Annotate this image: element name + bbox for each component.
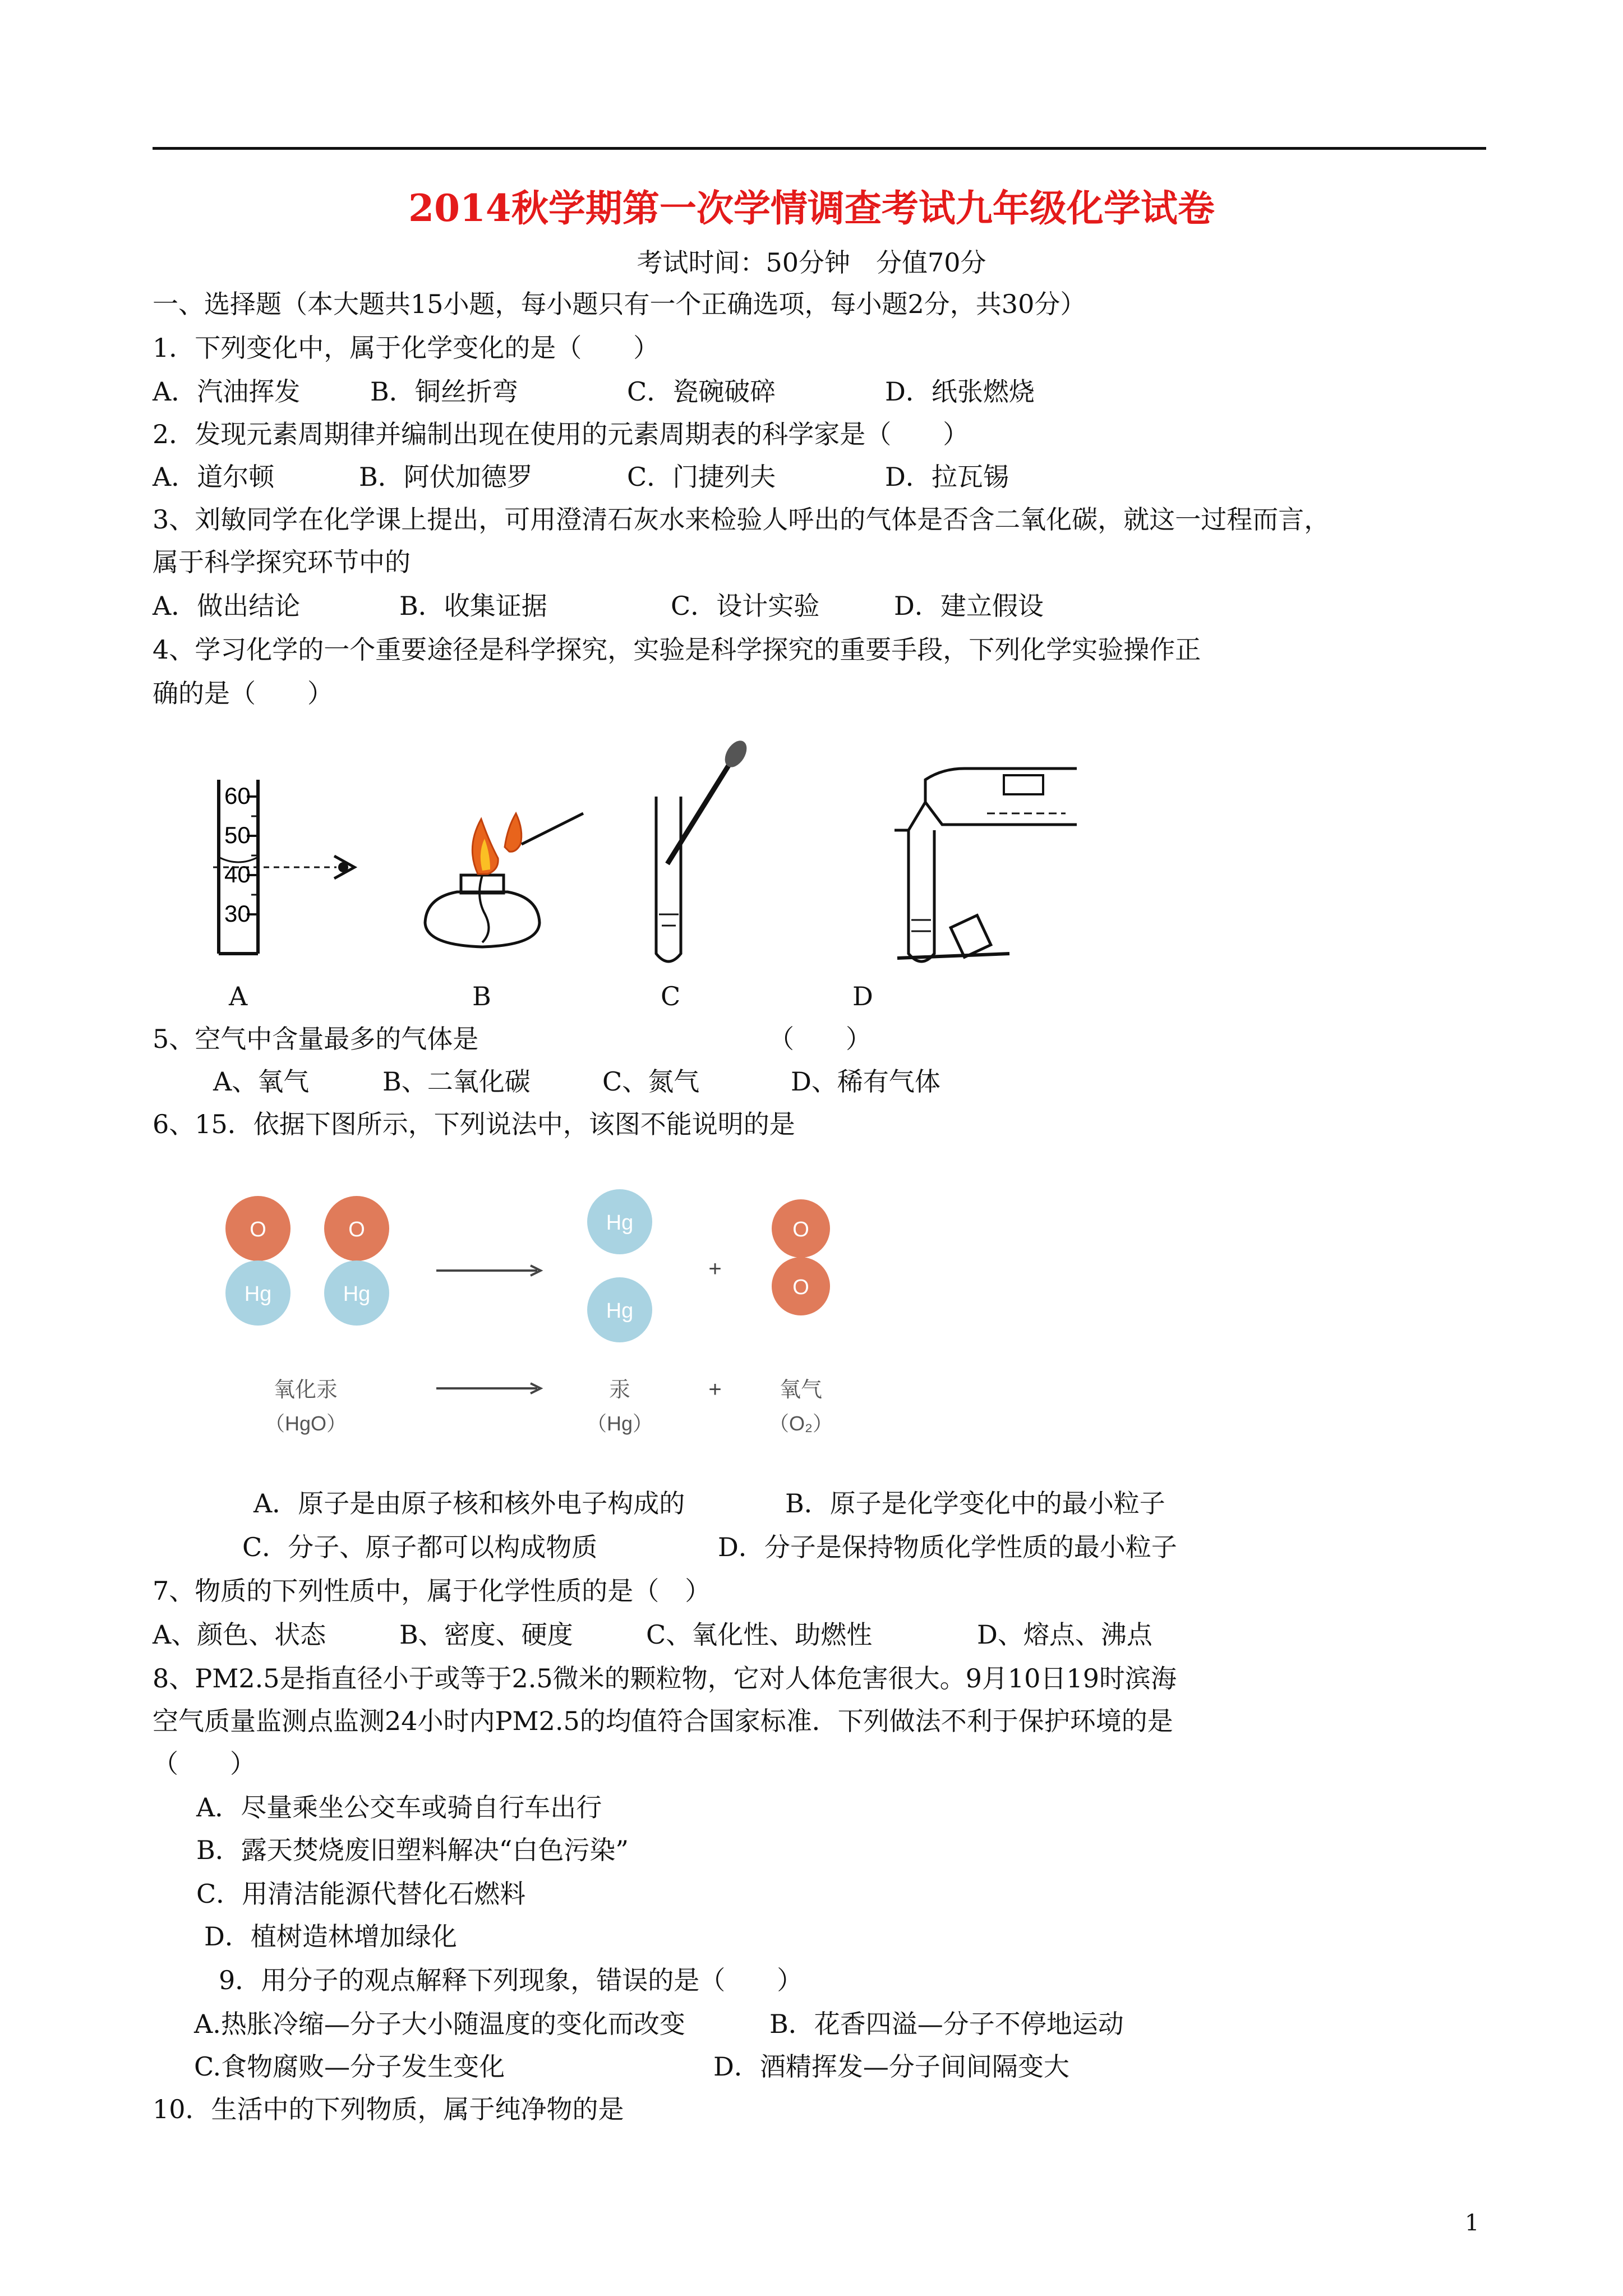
q6-option-d: D．分子是保持物质化学性质的最小粒子 <box>718 1532 1177 1562</box>
fig-label-b: B <box>472 981 491 1011</box>
question-8-line-3: （ ） <box>153 1749 256 1779</box>
product1-name: 汞 <box>608 1378 631 1402</box>
q5-option-d: D、稀有气体 <box>791 1066 940 1097</box>
cylinder-tick-40: 40 <box>224 861 251 887</box>
q7-option-d: D、熔点、沸点 <box>977 1619 1152 1650</box>
question-4-line-1: 4、学习化学的一个重要途径是科学探究，实验是科学探究的重要手段，下列化学实验操作正 <box>153 634 1201 665</box>
header-rule <box>153 147 1486 150</box>
svg-text:Hg: Hg <box>606 1211 634 1235</box>
q7-option-a: A、颜色、状态 <box>153 1619 326 1650</box>
q3-option-d: D．建立假设 <box>894 591 1044 621</box>
reaction-arrow-icon <box>436 1266 541 1393</box>
q2-option-b: B．阿伏加德罗 <box>359 462 533 492</box>
q6-option-c: C．分子、原子都可以构成物质 <box>242 1532 598 1562</box>
svg-text:O: O <box>792 1218 809 1241</box>
svg-text:O: O <box>792 1276 809 1299</box>
q9-option-b: B．花香四溢—分子不停地运动 <box>769 2009 1124 2039</box>
q1-option-a: A．汽油挥发 <box>153 376 301 407</box>
q2-option-c: C．门捷列夫 <box>627 462 776 492</box>
q8-option-a: A．尽量乘坐公交车或骑自行车出行 <box>196 1792 602 1823</box>
page-title: 2014秋学期第一次学情调查考试九年级化学试卷 <box>408 186 1215 230</box>
pouring-liquid-icon <box>895 769 1077 961</box>
svg-text:Hg: Hg <box>244 1282 272 1306</box>
question-5: 5、空气中含量最多的气体是 <box>153 1024 479 1054</box>
svg-text:Hg: Hg <box>343 1282 371 1306</box>
q1-option-c: C．瓷碗破碎 <box>627 376 776 407</box>
plus-sign: + <box>708 1257 722 1281</box>
question-7: 7、物质的下列性质中，属于化学性质的是（ ） <box>153 1576 711 1606</box>
question-3-line-1: 3、刘敏同学在化学课上提出，可用澄清石灰水来检验人呼出的气体是否含二氧化碳，就这一过程而言， <box>153 504 1330 535</box>
svg-text:Hg: Hg <box>606 1299 634 1323</box>
question-10: 10．生活中的下列物质，属于纯净物的是 <box>153 2094 624 2124</box>
cylinder-tick-50: 50 <box>224 822 251 848</box>
cylinder-tick-30: 30 <box>224 900 251 927</box>
q1-option-d: D．纸张燃烧 <box>885 376 1035 407</box>
exam-info: 考试时间：50分钟 分值70分 <box>637 247 986 278</box>
q7-option-c: C、氧化性、助燃性 <box>646 1619 873 1650</box>
q3-option-b: B．收集证据 <box>399 591 547 621</box>
svg-text:O: O <box>348 1218 365 1241</box>
cylinder-tick-60: 60 <box>224 783 251 809</box>
product1-formula: （Hg） <box>586 1412 653 1435</box>
reactant-name: 氧化汞 <box>273 1378 338 1402</box>
q6-option-b: B．原子是化学变化中的最小粒子 <box>785 1488 1165 1519</box>
q9-option-d: D．酒精挥发—分子间间隔变大 <box>713 2051 1069 2082</box>
reactant-formula: （HgO） <box>264 1412 347 1435</box>
hgo-decomposition-diagram <box>213 1167 875 1470</box>
lab-operations-figure <box>202 729 1077 976</box>
question-3-line-2: 属于科学探究环节中的 <box>153 547 411 577</box>
question-6: 6、15．依据下图所示，下列说法中，该图不能说明的是 <box>153 1109 795 1139</box>
q2-option-d: D．拉瓦锡 <box>885 462 1009 492</box>
q6-option-a: A．原子是由原子核和核外电子构成的 <box>253 1488 685 1519</box>
question-5-bracket: （ ） <box>768 1024 872 1054</box>
fig-label-d: D <box>852 981 873 1011</box>
section-header: 一、选择题（本大题共15小题，每小题只有一个正确选项，每小题2分，共30分） <box>153 289 1086 319</box>
alcohol-lamp-icon <box>425 813 583 947</box>
q2-option-a: A．道尔顿 <box>153 462 275 492</box>
q9-option-a: A.热胀冷缩—分子大小随温度的变化而改变 <box>194 2009 685 2039</box>
dropper-test-tube-icon <box>656 737 751 961</box>
q9-option-c: C.食物腐败—分子发生变化 <box>194 2051 505 2082</box>
question-8-line-1: 8、PM2.5是指直径小于或等于2.5微米的颗粒物，它对人体危害很大。9月10日19时滨海 <box>153 1663 1177 1694</box>
plus-sign: + <box>708 1377 722 1402</box>
product2-name: 氧气 <box>779 1378 823 1402</box>
q8-option-d: D．植树造林增加绿化 <box>204 1921 457 1952</box>
fig-label-c: C <box>661 981 681 1011</box>
svg-text:O: O <box>250 1218 266 1241</box>
question-2: 2．发现元素周期律并编制出现在使用的元素周期表的科学家是（ ） <box>153 419 969 449</box>
q7-option-b: B、密度、硬度 <box>399 1619 573 1650</box>
page-number: 1 <box>1465 2210 1479 2236</box>
product2-formula: （O₂） <box>769 1412 833 1435</box>
q8-option-b: B．露天焚烧废旧塑料解决“白色污染” <box>196 1835 629 1865</box>
q8-option-c: C．用清洁能源代替化石燃料 <box>196 1879 526 1909</box>
question-1: 1．下列变化中，属于化学变化的是（ ） <box>153 333 660 363</box>
q3-option-c: C．设计实验 <box>671 591 820 621</box>
question-9: 9．用分子的观点解释下列现象，错误的是（ ） <box>219 1965 803 1995</box>
question-4-line-2: 确的是（ ） <box>153 678 333 708</box>
q1-option-b: B．铜丝折弯 <box>370 376 518 407</box>
question-8-line-2: 空气质量监测点监测24小时内PM2.5的均值符合国家标准．下列做法不利于保护环境的是 <box>153 1706 1173 1736</box>
q3-option-a: A．做出结论 <box>153 591 301 621</box>
q5-option-c: C、氮气 <box>602 1066 700 1097</box>
q5-option-b: B、二氧化碳 <box>382 1066 531 1097</box>
q5-option-a: A、氧气 <box>213 1066 310 1097</box>
fig-label-a: A <box>229 981 248 1011</box>
